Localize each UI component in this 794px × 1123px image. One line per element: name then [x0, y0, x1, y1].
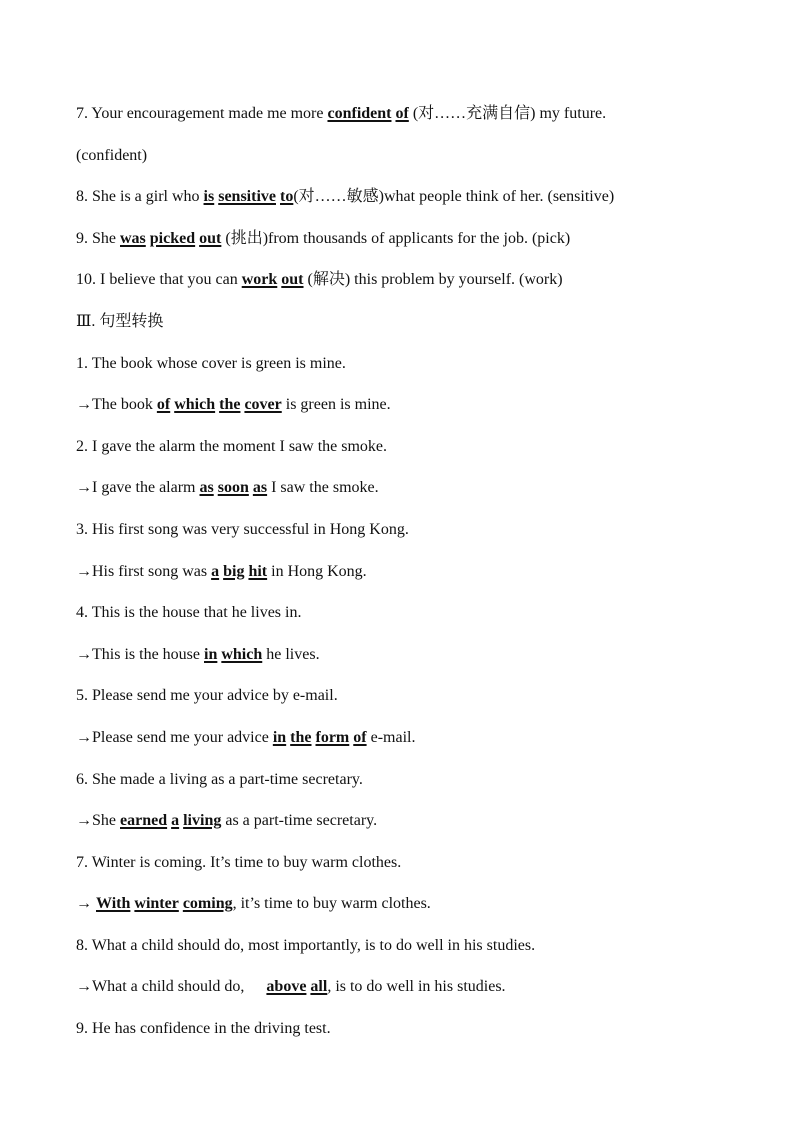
answer-word: earned — [120, 812, 168, 830]
answer-word: the — [219, 396, 241, 414]
answer-word: was — [120, 229, 146, 247]
answer-6 — [76, 811, 726, 831]
question-8 — [76, 936, 726, 956]
answer-prefix: →Please send me your advice — [76, 728, 269, 746]
item-text: 8. She is a girl who — [76, 188, 200, 206]
item-hint: (confident) — [76, 146, 148, 164]
fill-item-9 — [76, 229, 726, 249]
answer-word: which — [221, 645, 263, 663]
answer-prefix: →This is the house — [76, 645, 200, 663]
answer-5 — [76, 728, 726, 748]
answer-word: above — [266, 978, 307, 996]
question-text: 9. He has confidence in the driving test. — [76, 1020, 331, 1038]
question-text: 8. What a child should do, most importantly, is to do well in his studies. — [76, 936, 536, 954]
answer-word: coming — [182, 895, 233, 913]
answer-word: With — [96, 895, 131, 913]
item-text: (对……敏感)what people think of her. (sensitive) — [293, 188, 615, 206]
item-text: 9. She — [76, 229, 116, 247]
answer-word: out — [281, 271, 304, 289]
answer-1 — [76, 395, 726, 415]
answer-suffix: I saw the smoke. — [271, 479, 379, 497]
answer-word: cover — [244, 396, 282, 414]
answer-8 — [76, 977, 726, 997]
answer-word: of — [156, 396, 171, 414]
answer-word: of — [395, 105, 409, 122]
answer-word: a — [171, 812, 180, 830]
answer-7 — [76, 894, 726, 914]
answer-prefix: →The book — [76, 396, 153, 414]
question-1 — [76, 354, 726, 374]
answer-suffix: he lives. — [266, 645, 320, 663]
item-text: (挑出)from thousands of applicants for the job. (pick) — [225, 229, 571, 247]
question-6 — [76, 770, 726, 790]
answer-word: picked — [149, 229, 196, 247]
answer-4 — [76, 645, 726, 665]
item-text: (对……充满自信) my future. — [412, 105, 607, 122]
fill-item-7 — [76, 104, 726, 124]
answer-prefix: → — [76, 895, 92, 913]
answer-word: work — [241, 271, 278, 289]
answer-suffix: is green is mine. — [285, 396, 391, 414]
section-title: Ⅲ. 句型转换 — [76, 312, 164, 330]
answer-suffix: , it’s time to buy warm clothes. — [232, 895, 431, 913]
answer-word: big — [223, 562, 245, 580]
answer-word: to — [280, 188, 294, 206]
answer-suffix: e-mail. — [370, 728, 416, 746]
answer-word: of — [353, 728, 367, 746]
answer-word: in — [204, 645, 218, 663]
answer-suffix: in Hong Kong. — [271, 562, 367, 580]
answer-prefix: →I gave the alarm — [76, 479, 196, 497]
fill-item-8 — [76, 187, 726, 207]
answer-prefix: →His first song was — [76, 562, 208, 580]
answer-word: a — [211, 562, 220, 580]
answer-word: soon — [217, 479, 249, 497]
answer-word: as — [199, 479, 214, 497]
answer-word: form — [315, 728, 350, 746]
question-3 — [76, 520, 726, 540]
question-text: 1. The book whose cover is green is mine. — [76, 354, 346, 372]
answer-word: the — [290, 728, 312, 746]
answer-word: out — [199, 229, 222, 247]
answer-word: all — [310, 978, 328, 996]
question-4 — [76, 603, 726, 623]
answer-word: sensitive — [218, 188, 276, 206]
answer-word: living — [183, 812, 222, 830]
answer-prefix: →What a child should do, — [76, 978, 245, 996]
question-text: 5. Please send me your advice by e-mail. — [76, 687, 338, 705]
answer-3 — [76, 562, 726, 582]
fill-item-7-hint — [76, 146, 726, 166]
question-text: 7. Winter is coming. It’s time to buy warm clothes. — [76, 853, 402, 871]
answer-word: hit — [248, 562, 268, 580]
question-text: 2. I gave the alarm the moment I saw the smoke. — [76, 437, 388, 455]
answer-word: confident — [327, 105, 392, 122]
answer-suffix: as a part-time secretary. — [225, 812, 378, 830]
worksheet-page — [76, 104, 726, 1039]
item-text: 7. Your encouragement made me more — [76, 105, 324, 122]
answer-word: is — [203, 188, 215, 206]
question-7 — [76, 853, 726, 873]
fill-item-10 — [76, 270, 726, 290]
question-text: 6. She made a living as a part-time secretary. — [76, 770, 363, 788]
question-text: 3. His first song was very successful in Hong Kong. — [76, 520, 409, 538]
answer-word: in — [272, 728, 287, 746]
question-9 — [76, 1019, 726, 1039]
section-heading — [76, 312, 726, 332]
answer-2 — [76, 478, 726, 498]
question-5 — [76, 686, 726, 706]
item-text: (解决) this problem by yourself. (work) — [307, 271, 563, 289]
answer-prefix: →She — [76, 812, 116, 830]
item-text: 10. I believe that you can — [76, 271, 238, 289]
answer-word: winter — [134, 895, 179, 913]
answer-suffix: , is to do well in his studies. — [327, 978, 506, 996]
answer-word: which — [174, 396, 216, 414]
question-2 — [76, 437, 726, 457]
question-text: 4. This is the house that he lives in. — [76, 604, 302, 622]
answer-word: as — [252, 479, 268, 497]
